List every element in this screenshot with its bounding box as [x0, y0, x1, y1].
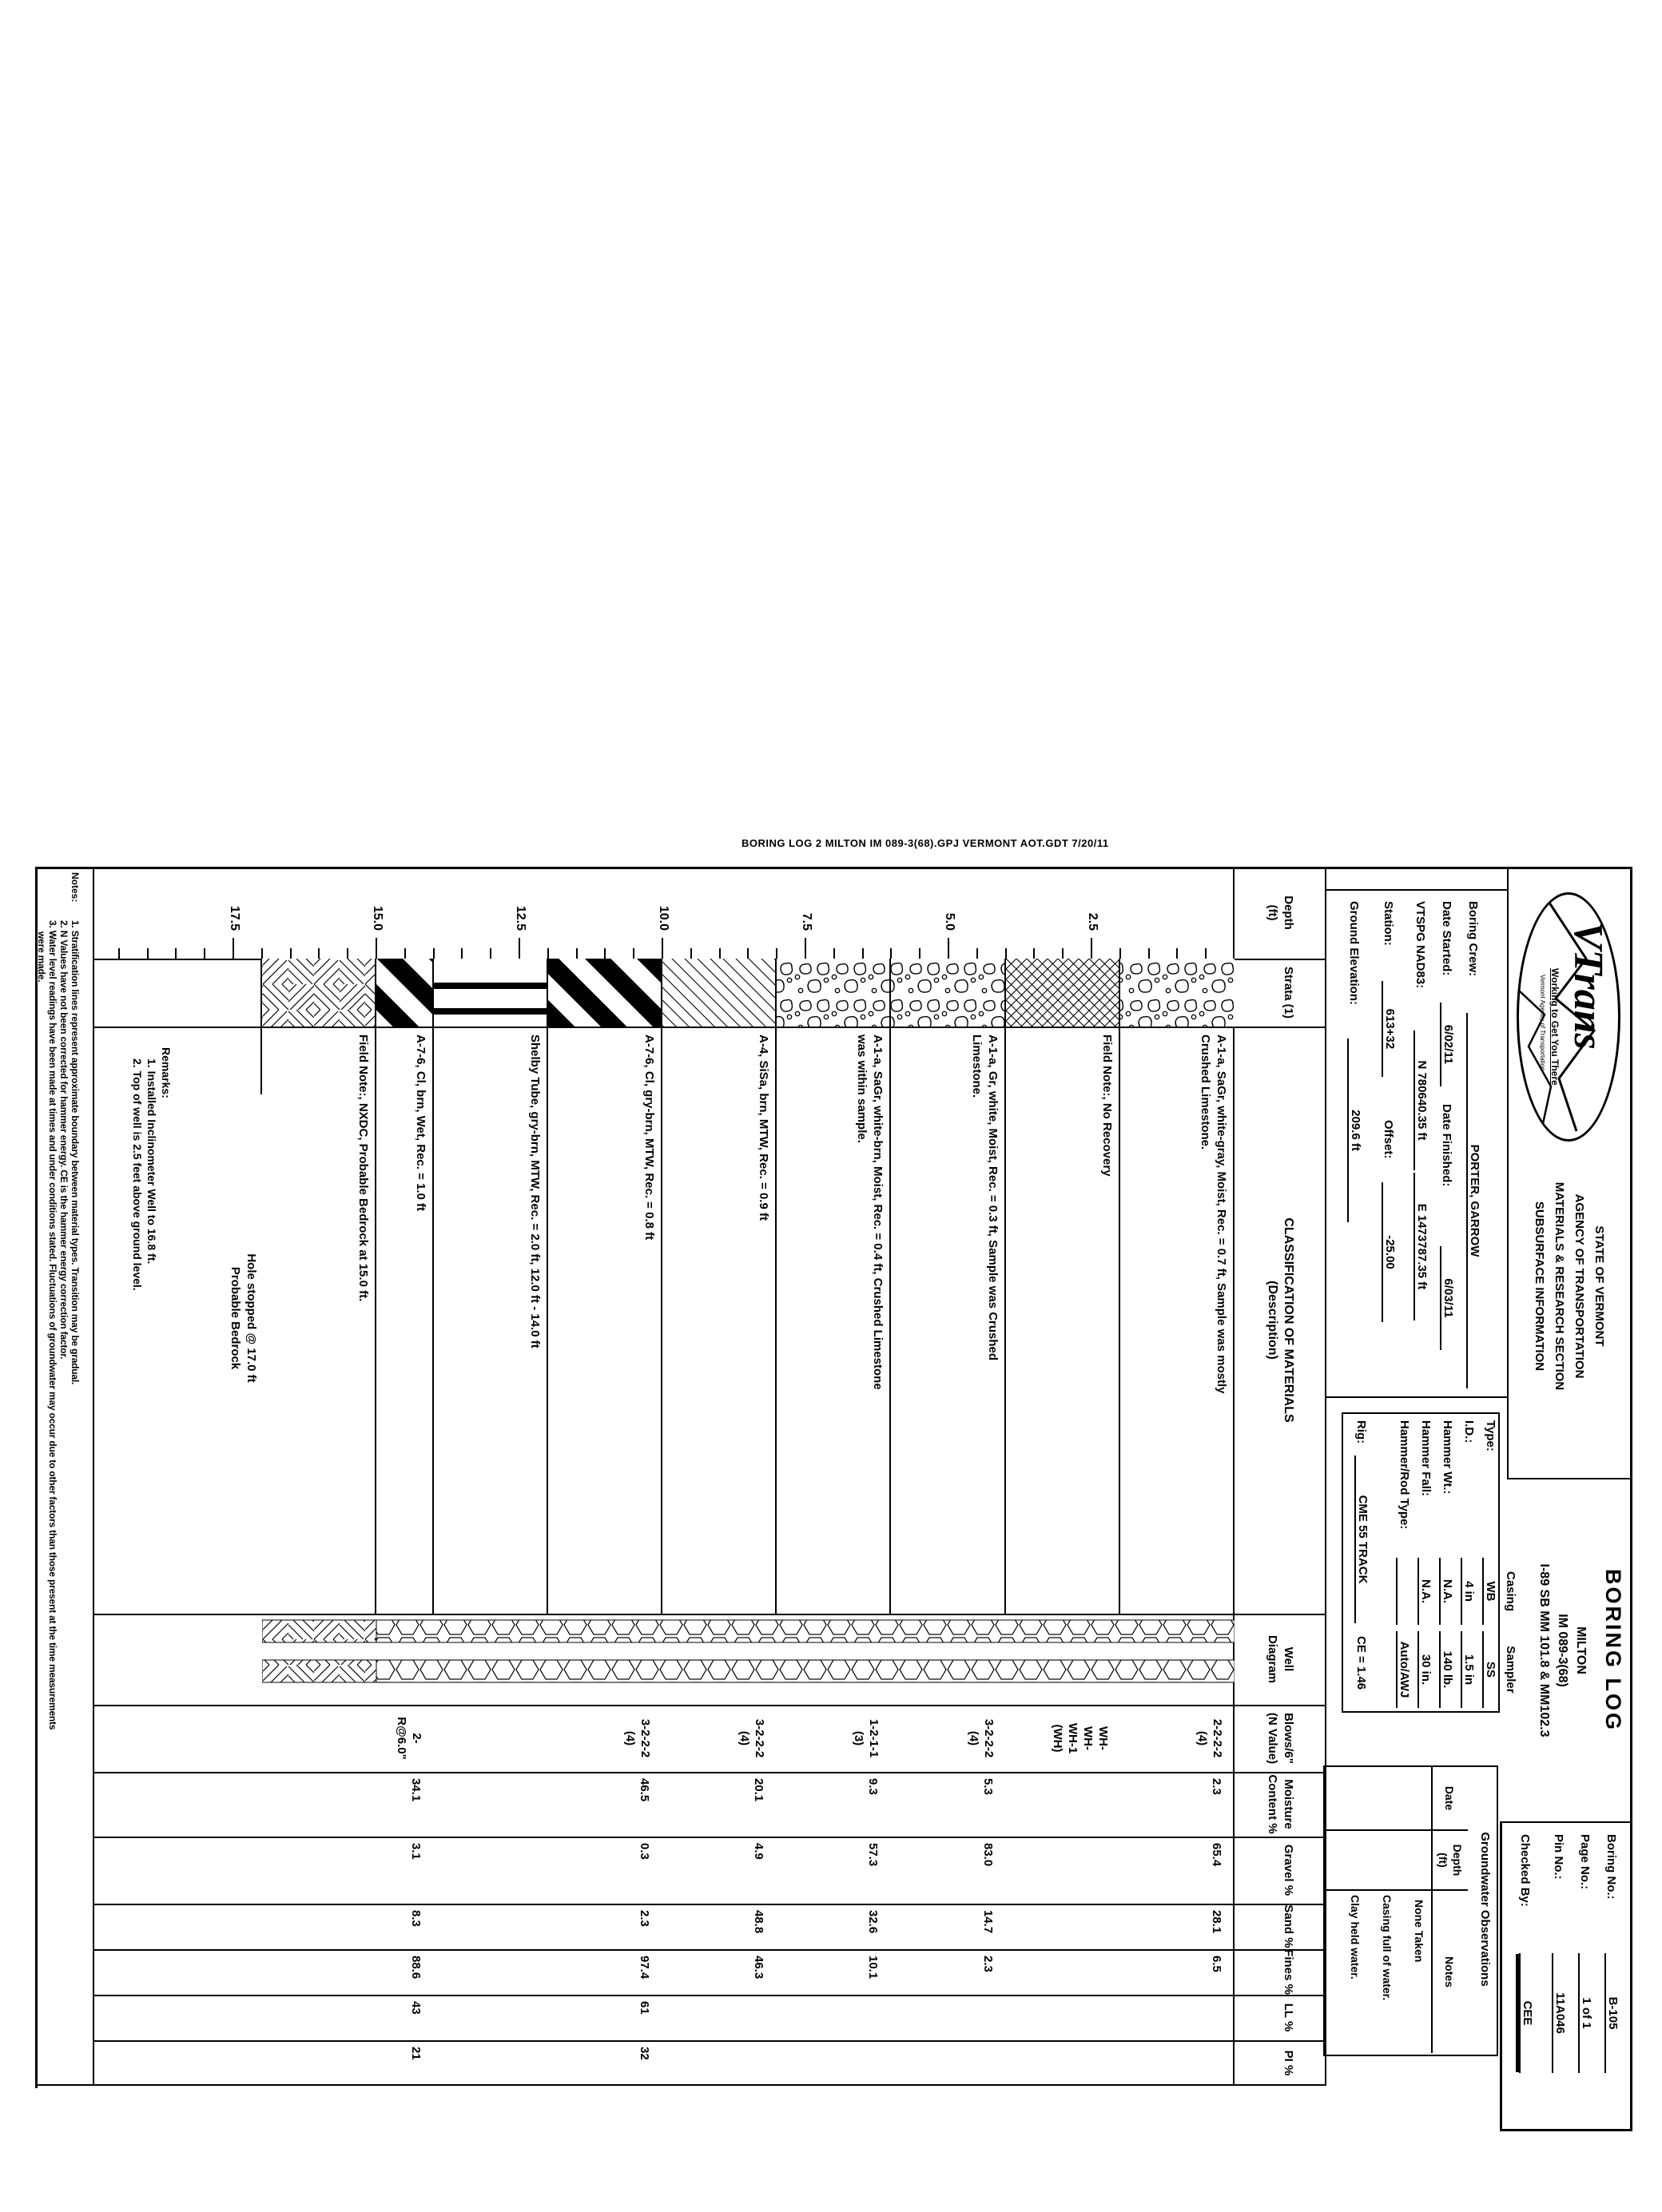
- sample-3-gravel: 83.0: [981, 1843, 995, 1867]
- rig-label: Rig:: [1354, 1420, 1368, 1444]
- depth-minor-tick: [147, 948, 149, 959]
- header-row-divider: [1507, 867, 1509, 1479]
- offset-value: -25.00: [1382, 1182, 1397, 1322]
- sample-7-description: [527, 1035, 543, 1602]
- casing-row-0-sampler-value: SS: [1482, 1631, 1497, 1708]
- casing-row-4-label: Hammer/Rod Type:: [1398, 1420, 1411, 1530]
- depth-label: 12.5: [514, 905, 527, 931]
- column-header-2-line-0: CLASSIFICATION OF MATERIALS: [1282, 1217, 1295, 1423]
- interval-line-15ft: [375, 959, 376, 1614]
- strata-layer-10-12: [548, 959, 662, 1027]
- gw-col-depth-1: Depth: [1451, 1844, 1464, 1876]
- sample-3-moisture: 5.3: [981, 1778, 995, 1795]
- strata-layer-2-4: [1006, 959, 1120, 1027]
- column-header-5: [1264, 1772, 1296, 1837]
- column-border-5: [94, 1772, 1326, 1773]
- title-block: [1537, 1479, 1625, 1821]
- form-top-border: [1630, 867, 1632, 2131]
- strata-layer-14-15: [376, 959, 434, 1027]
- depth-minor-tick: [461, 948, 463, 959]
- rig-value: CME 55 TRACK: [1354, 1455, 1370, 1623]
- interval-line-8ft: [775, 959, 777, 1614]
- sample-4-desc-line-0: A-1-a, SaGr, white-brn, Moist, Rec. = 0.4 ft, Crushed Limestone: [871, 1035, 885, 1390]
- well-grout-strip-1: [262, 1620, 376, 1642]
- ground-elev-value: 209.6 ft: [1347, 1038, 1362, 1222]
- gw-col-depth-2: (ft): [1437, 1853, 1449, 1868]
- column-header-3-line-0: Well: [1282, 1646, 1295, 1672]
- sample-6-pi: 32: [638, 2047, 651, 2060]
- casing-row-3-sampler-value: 30 in.: [1417, 1631, 1433, 1708]
- column-header-3: [1264, 1614, 1296, 1705]
- column-header-0-line-0: Depth: [1282, 896, 1295, 930]
- depth-major-tick: [1091, 938, 1092, 959]
- casing-row-2-label: Hammer Wt.:: [1441, 1420, 1454, 1495]
- column-header-9: [1280, 1995, 1296, 2040]
- sample-1-fines: 6.5: [1210, 1956, 1223, 1972]
- sample-2-blows: [1050, 1705, 1111, 1772]
- casing-row-1-label: I.D.:: [1462, 1420, 1476, 1444]
- sample-5-desc-line-0: A-4, SiSa, brn, MTW, Rec. = 0.9 ft: [757, 1035, 770, 1221]
- notes-line-4: were made.: [36, 931, 47, 983]
- depth-minor-tick: [747, 948, 749, 959]
- column-header-5-line-0: Moisture: [1282, 1779, 1295, 1829]
- sample-4-fines: 10.1: [866, 1956, 880, 1980]
- boring-no-label: Boring No.:: [1604, 1834, 1618, 1900]
- sample-3-desc-line-1: Limestone.: [970, 1035, 984, 1098]
- depth-minor-tick: [833, 948, 835, 959]
- column-border-7: [94, 1904, 1326, 1905]
- column-border-6: [94, 1837, 1326, 1838]
- depth-minor-tick: [175, 948, 177, 959]
- sample-4-moisture: 9.3: [866, 1778, 880, 1795]
- well-grout-strip-2: [262, 1660, 376, 1682]
- well-diagram-graphics: [262, 1614, 1235, 1705]
- column-header-4-line-0: Blows/6": [1282, 1713, 1295, 1764]
- hole-bottom-line: [260, 959, 262, 1094]
- form-right-border-header: [1501, 2129, 1632, 2131]
- sample-6-desc-line-0: A-7-6, Cl, gry-brn, MTW, Rec. = 0.8 ft: [642, 1035, 656, 1241]
- column-header-7: [1280, 1904, 1296, 1949]
- title-route: I-89 SB MM 101.8 & MM102.3: [1537, 1563, 1551, 1737]
- sample-5-description: [756, 1035, 772, 1602]
- vtspg-label: VTSPG NAD83:: [1413, 901, 1427, 989]
- ground-elev-label: Ground Elevation:: [1347, 901, 1361, 1006]
- form-title: BORING LOG: [1601, 1569, 1625, 1732]
- easting-value: E 1473787.35 ft: [1413, 1173, 1429, 1320]
- sample-9-description: [356, 1035, 372, 1602]
- column-header-3-line-1: Diagram: [1266, 1634, 1279, 1684]
- column-header-8-line-0: Fines %: [1282, 1949, 1295, 1995]
- depth-label: 15.0: [371, 905, 384, 931]
- northing-value: N 780640.35 ft: [1413, 1031, 1429, 1170]
- sample-5-gravel: 4.9: [752, 1843, 765, 1860]
- casing-row-4-sampler-value: Auto/AWJ: [1396, 1631, 1411, 1708]
- depth-minor-tick: [862, 948, 864, 959]
- groundwater-title: Groundwater Observations: [1478, 1832, 1492, 1987]
- gint-file-tagline: BORING LOG 2 MILTON IM 089-3(68).GPJ VERMONT AOT.GDT 7/20/11: [742, 837, 1109, 849]
- depth-minor-tick: [1033, 948, 1035, 959]
- strata-column-graphics: [262, 959, 1235, 1027]
- sample-5-fines: 46.3: [752, 1956, 765, 1980]
- depth-minor-tick: [433, 948, 435, 959]
- casing-row-2-sampler-value: 140 lb.: [1439, 1631, 1454, 1708]
- interval-line-10ft: [661, 959, 662, 1614]
- depth-minor-tick: [1005, 948, 1007, 959]
- sample-8-moisture: 34.1: [409, 1778, 423, 1802]
- sample-2-description: [1099, 1035, 1115, 1602]
- sample-4-blows-line-1: (3): [852, 1730, 865, 1746]
- hole-stop-line1: Hole stopped @ 17.0 ft: [245, 1253, 258, 1383]
- depth-minor-tick: [890, 948, 892, 959]
- date-finished-value: 6/03/11: [1440, 1246, 1455, 1350]
- depth-label: 17.5: [228, 905, 241, 931]
- sample-1-desc-line-1: Crushed Limestone.: [1199, 1035, 1213, 1150]
- crew-value: PORTER, GARROW: [1466, 1013, 1481, 1388]
- column-header-2-line-1: (Description): [1266, 1281, 1279, 1360]
- well-backfill-strip-1: [376, 1620, 1235, 1642]
- sample-8-sand: 8.3: [409, 1910, 423, 1927]
- sample-2-blows-line-1: WH-: [1081, 1726, 1095, 1750]
- depth-label: 10.0: [657, 905, 670, 931]
- checked-by-value: CEE: [1519, 1953, 1534, 2073]
- sample-8-blows: [394, 1705, 424, 1772]
- form-left-border: [35, 867, 1632, 869]
- depth-minor-tick: [318, 948, 320, 959]
- boring-no-value: B-105: [1604, 1953, 1620, 2073]
- casing-row-1-sampler-value: 1.5 in: [1461, 1631, 1476, 1708]
- depth-major-tick: [948, 938, 949, 959]
- sample-3-description: [969, 1035, 1000, 1602]
- depth-minor-tick: [976, 948, 978, 959]
- gw-row-1: None Taken: [1413, 1900, 1425, 1963]
- sample-8-fines: 88.6: [409, 1956, 423, 1980]
- sample-6-fines: 97.4: [638, 1956, 651, 1980]
- date-finished-label: Date Finished:: [1440, 1104, 1453, 1187]
- sample-3-fines: 2.3: [981, 1956, 995, 1972]
- sample-4-description: [854, 1035, 885, 1602]
- offset-label: Offset:: [1382, 1120, 1395, 1159]
- column-header-7-line-0: Sand %: [1282, 1904, 1295, 1948]
- body-top-line: [1233, 867, 1235, 2086]
- ce-value: CE = 1.46: [1354, 1636, 1368, 1690]
- depth-minor-tick: [261, 948, 263, 959]
- depth-minor-tick: [1176, 948, 1178, 959]
- sample-1-blows-line-1: (4): [1195, 1730, 1209, 1746]
- fields-box-left: [1326, 889, 1509, 891]
- form-bottom-border: [35, 867, 38, 2088]
- sample-6-gravel: 0.3: [638, 1843, 651, 1860]
- depth-major-tick: [233, 938, 234, 959]
- checked-by-label: Checked By:: [1518, 1834, 1532, 1907]
- strata-layer-8-10: [662, 959, 777, 1027]
- agency-line-2: AGENCY OF TRANSPORTATION: [1573, 1193, 1586, 1379]
- sample-8-gravel: 3.1: [409, 1843, 423, 1860]
- column-header-0-line-1: (ft): [1266, 904, 1279, 921]
- depth-minor-tick: [490, 948, 491, 959]
- remarks-line-2: 2. Top of well is 2.5 feet above ground level.: [131, 1058, 144, 1291]
- notes-line-3: 3. Water level readings have been made at times and under conditions stated. Fluctuations of groundwater may occur due to other factors than those present at the time measurements: [47, 920, 58, 1730]
- pin-no-value: 11A046: [1552, 1953, 1567, 2073]
- sample-8-desc-line-0: A-7-6, Cl, brn, Wet, Rec. = 1.0 ft: [414, 1035, 427, 1212]
- vtrans-logo-slogan: Working to Get You There: [1549, 968, 1561, 1086]
- depth-major-tick: [805, 938, 806, 959]
- date-started-label: Date Started:: [1440, 901, 1453, 976]
- sample-1-blows-line-0: 2-2-2-2: [1211, 1718, 1224, 1758]
- notes-line-2: 2. N Values have not been corrected for hammer energy. CE is the hammer energy correction factor.: [58, 920, 70, 1360]
- remarks-label: Remarks:: [160, 1047, 173, 1098]
- column-header-5-line-1: Content %: [1266, 1774, 1279, 1834]
- column-header-10: [1280, 2040, 1296, 2086]
- page-no-value: 1 of 1: [1578, 1953, 1593, 2073]
- interval-line-6ft: [889, 959, 891, 1614]
- sample-1-gravel: 65.4: [1210, 1843, 1223, 1867]
- sample-5-moisture: 20.1: [752, 1778, 765, 1802]
- sample-5-blows-line-1: (4): [738, 1730, 751, 1746]
- sample-3-desc-line-0: A-1-a, Gr, white, Moist, Rec. = 0.3 ft, Sample was Crushed: [986, 1035, 1000, 1361]
- column-header-1: [1280, 959, 1296, 1027]
- sample-6-blows-line-1: (4): [623, 1730, 637, 1746]
- depth-minor-tick: [1062, 948, 1064, 959]
- id-box-left: [1501, 1821, 1632, 1823]
- casing-row-4-casing-value: [1396, 1558, 1411, 1625]
- strata-layer-4-8: [777, 959, 1006, 1027]
- sample-2-desc-line-0: Field Note:, No Recovery: [1100, 1035, 1114, 1177]
- column-header-0: [1264, 867, 1296, 959]
- vtrans-logo-wordmark: VTrans: [1565, 922, 1611, 1050]
- casing-row-0-label: Type:: [1484, 1420, 1497, 1452]
- depth-minor-tick: [290, 948, 292, 959]
- sample-1-sand: 28.1: [1210, 1910, 1223, 1934]
- agency-line-1: STATE OF VERMONT: [1592, 1225, 1606, 1347]
- sample-8-blows-line-0: 2-: [410, 1733, 423, 1744]
- sample-5-blows-line-0: 3-2-2-2: [753, 1718, 766, 1758]
- shelby-tube-bar: [434, 983, 548, 989]
- id-box-bottom: [1500, 1821, 1502, 2131]
- remarks-line-1: 1. Installed Inclinometer Well to 16.8 ft.: [145, 1058, 158, 1265]
- notes-line-1: 1. Stratification lines represent approximate boundary between material types. Transition may be gradual.: [70, 920, 81, 1385]
- casing-row-0-casing-value: WB: [1482, 1558, 1497, 1625]
- depth-minor-tick: [919, 948, 920, 959]
- strata-layer-0-2: [1120, 959, 1235, 1027]
- column-header-4: [1264, 1705, 1296, 1772]
- depth-minor-tick: [690, 948, 692, 959]
- sample-4-gravel: 57.3: [866, 1843, 880, 1867]
- agency-line-3: MATERIALS & RESEARCH SECTION: [1553, 1181, 1566, 1391]
- sample-6-moisture: 46.5: [638, 1778, 651, 1802]
- sample-6-description: [642, 1035, 658, 1602]
- fields-box-right: [1326, 1396, 1509, 1398]
- sample-1-desc-line-0: A-1-a, SaGr, white-gray, Moist, Rec. = 0.7 ft, Sample was mostly: [1215, 1035, 1228, 1394]
- sample-4-desc-line-1: was within sample.: [855, 1035, 869, 1143]
- sample-4-blows-line-0: 1-2-1-1: [867, 1718, 881, 1758]
- sample-1-blows: [1195, 1705, 1225, 1772]
- column-border-8: [94, 1949, 1326, 1951]
- sample-3-blows: [966, 1705, 996, 1772]
- depth-major-tick: [662, 938, 663, 959]
- sample-3-sand: 14.7: [981, 1910, 995, 1934]
- sample-5-sand: 48.8: [752, 1910, 765, 1934]
- gw-col-notes: Notes: [1443, 1956, 1456, 1988]
- sample-2-blows-line-2: WH-1: [1066, 1722, 1080, 1754]
- sample-6-sand: 2.3: [638, 1910, 651, 1927]
- casing-row-2-casing-value: N.A.: [1439, 1558, 1454, 1625]
- sampler-header: Sampler: [1504, 1646, 1517, 1694]
- form-right-border-table: [36, 2084, 1326, 2086]
- casing-header: Casing: [1504, 1571, 1517, 1611]
- depth-minor-tick: [347, 948, 348, 959]
- column-border-9: [94, 1995, 1326, 1996]
- sample-8-description: [413, 1035, 429, 1602]
- interval-line-14ft: [432, 959, 434, 1614]
- column-header-4-line-1: (N Value): [1266, 1712, 1279, 1765]
- sample-8-blows-line-1: R@6.0": [395, 1717, 408, 1760]
- depth-minor-tick: [1205, 948, 1207, 959]
- interval-line-12ft: [547, 959, 548, 1614]
- crew-label: Boring Crew:: [1466, 901, 1480, 977]
- vtrans-logo: [1517, 892, 1620, 1142]
- column-header-9-line-0: LL %: [1282, 2003, 1295, 2032]
- depth-minor-tick: [1119, 948, 1121, 959]
- station-value: 613+32: [1382, 981, 1397, 1077]
- sample-1-moisture: 2.3: [1210, 1778, 1223, 1795]
- shelby-tube-bar: [434, 1008, 548, 1015]
- column-header-2: [1264, 1027, 1296, 1614]
- interval-line-4ft: [1004, 959, 1006, 1614]
- strata-layer-15-17: [262, 959, 376, 1027]
- depth-label: 7.5: [800, 912, 813, 931]
- column-border-10: [94, 2040, 1326, 2042]
- sample-6-blows: [622, 1705, 653, 1772]
- column-header-8: [1280, 1949, 1296, 1995]
- station-label: Station:: [1382, 901, 1395, 946]
- column-header-6: [1280, 1837, 1296, 1904]
- sample-8-ll: 43: [409, 2001, 423, 2015]
- depth-minor-tick: [719, 948, 721, 959]
- title-town: MILTON: [1574, 1626, 1588, 1674]
- sample-2-blows-line-0: WH-: [1096, 1726, 1110, 1750]
- sample-3-blows-line-1: (4): [967, 1730, 980, 1746]
- gw-row-2: Casing full of water.: [1381, 1895, 1394, 2001]
- date-started-value: 6/02/11: [1440, 1003, 1455, 1086]
- body-bottom-line: [93, 867, 94, 2086]
- depth-minor-tick: [404, 948, 406, 959]
- agency-lines: [1529, 1141, 1609, 1432]
- column-header-10-line-0: PI %: [1282, 2050, 1295, 2076]
- depth-minor-tick: [118, 948, 120, 959]
- casing-row-1-casing-value: 4 in: [1461, 1558, 1476, 1625]
- depth-major-tick: [376, 938, 377, 959]
- notes-label: Notes:: [70, 872, 81, 903]
- sample-5-blows: [737, 1705, 767, 1772]
- depth-minor-tick: [204, 948, 205, 959]
- sample-7-desc-line-0: Shelby Tube, gry-brn, MTW, Rec. = 2.0 ft, 12.0 ft - 14.0 ft: [528, 1035, 542, 1348]
- casing-row-3-casing-value: N.A.: [1417, 1558, 1433, 1625]
- sample-9-desc-line-0: Field Note:, NXDC, Probable Bedrock at 15.0 ft.: [356, 1035, 370, 1302]
- column-border-4: [94, 1705, 1326, 1706]
- well-backfill-strip-2: [376, 1660, 1235, 1682]
- column-header-6-line-0: Gravel %: [1282, 1844, 1295, 1896]
- sample-3-blows-line-0: 3-2-2-2: [982, 1718, 996, 1758]
- depth-label: 5.0: [943, 912, 956, 931]
- title-project: IM 089-3(68): [1556, 1614, 1569, 1687]
- depth-minor-tick: [1148, 948, 1150, 959]
- page-no-label: Page No.:: [1578, 1834, 1592, 1890]
- depth-label: 2.5: [1086, 912, 1099, 931]
- depth-minor-tick: [576, 948, 578, 959]
- column-header-1-line-0: Strata (1): [1282, 966, 1295, 1019]
- sample-6-ll: 61: [638, 2001, 651, 2015]
- column-border-2: [94, 1027, 1326, 1028]
- depth-minor-tick: [547, 948, 549, 959]
- interval-line-2ft: [1119, 959, 1120, 1614]
- sample-6-blows-line-0: 3-2-2-2: [638, 1718, 652, 1758]
- vtrans-logo-subtext: Vermont Agency of Transportation: [1539, 975, 1546, 1071]
- gw-col-date: Date: [1443, 1785, 1456, 1811]
- depth-minor-tick: [604, 948, 606, 959]
- sample-1-description: [1198, 1035, 1229, 1602]
- depth-minor-tick: [633, 948, 634, 959]
- sample-4-sand: 32.6: [866, 1910, 880, 1934]
- depth-minor-tick: [776, 948, 777, 959]
- depth-major-tick: [519, 938, 520, 959]
- sample-8-pi: 21: [409, 2047, 423, 2060]
- sample-4-blows: [851, 1705, 881, 1772]
- sample-2-blows-line-3: (WH): [1051, 1724, 1064, 1753]
- strata-layer-12-14: [434, 959, 548, 1027]
- hole-stop-line2: Probable Bedrock: [229, 1266, 242, 1370]
- pin-no-label: Pin No.:: [1552, 1834, 1565, 1880]
- gw-header-underline: [1431, 1765, 1433, 2053]
- casing-row-3-label: Hammer Fall:: [1419, 1420, 1433, 1497]
- gw-row-3: Clay held water.: [1349, 1895, 1362, 1980]
- agency-line-4: SUBSURFACE INFORMATION: [1533, 1201, 1546, 1372]
